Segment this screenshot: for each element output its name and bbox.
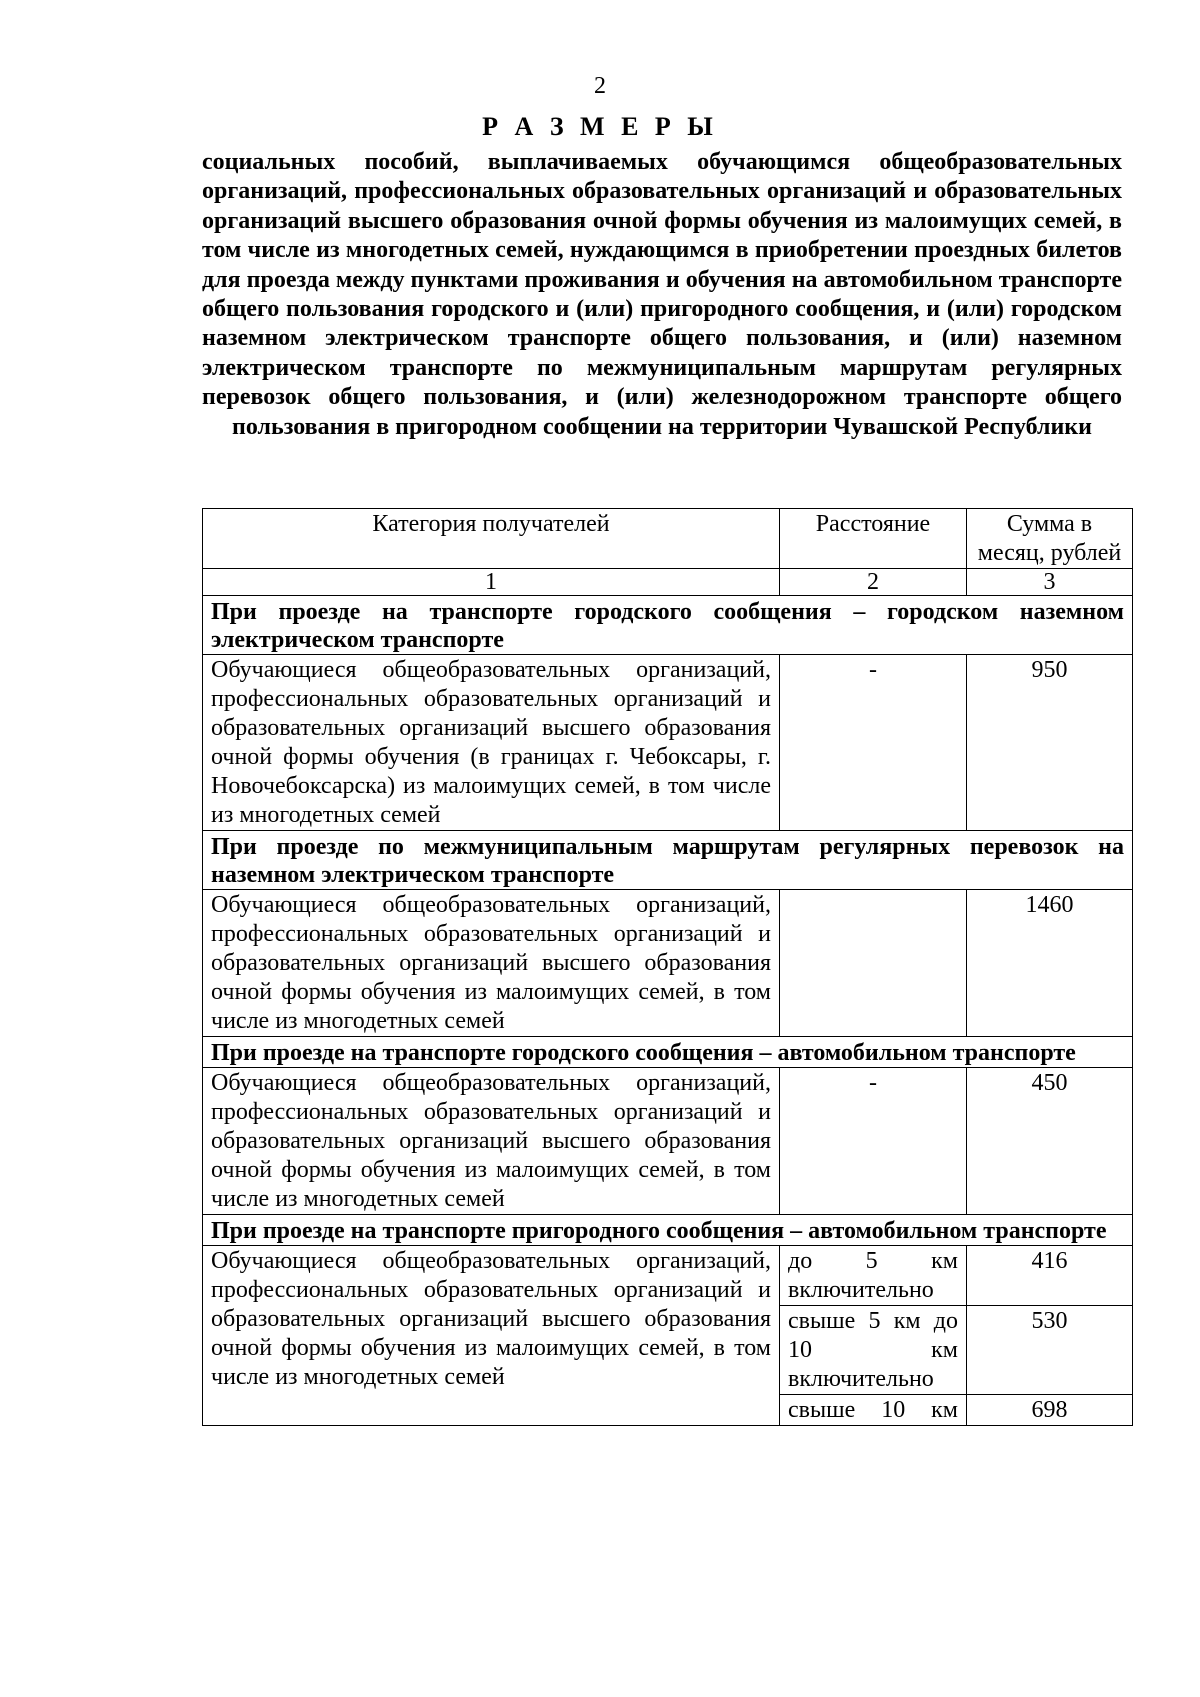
header-distance: Расстояние [780,509,967,569]
amount-value: 416 [967,1246,1133,1306]
recipient-category: Обучающиеся общеобразовательных организаций, профессиональных образовательных организаций и образовательных организаций высшего образования очной формы обучения из малоимущих семей, в том числе из многодетных семей [203,1246,780,1426]
document-subheading: социальных пособий, выплачиваемых обучающимся общеобразовательных организаций, профессиональных образовательных организаций и образовательных организаций высшего образования очной формы обучения из малоимущих семей, в том числе из многодетных семей, нуждающимся в приобретении проездных билетов для проезда между пунктами проживания и обучения на автомобильном транспорте общего пользования городского и (или) пригородного сообщения, и (или) городском наземном электрическом транспорте общего пользования, и (или) наземном электрическом транспорте по межмуниципальным маршрутам регулярных перевозок общего пользования, и (или) железнодорожном транспорте общего пользования в пригородном сообщении на территории Чувашской Республики [202,149,1122,440]
page-number: 2 [594,73,606,99]
section-title: При проезде по межмуниципальным маршрутам регулярных перевозок на наземном электрическом транспорте [203,831,1133,890]
column-number: 1 [203,569,780,596]
recipient-category: Обучающиеся общеобразовательных организаций, профессиональных образовательных организаций и образовательных организаций высшего образования очной формы обучения из малоимущих семей, в том числе из многодетных семей [203,890,780,1037]
table-header-row [203,509,1133,569]
amount-value: 450 [967,1068,1133,1215]
amount-value: 1460 [967,890,1133,1037]
header-amount: Сумма в месяц, рублей [967,509,1133,569]
recipient-category: Обучающиеся общеобразовательных организаций, профессиональных образовательных организаций и образовательных организаций высшего образования очной формы обучения из малоимущих семей, в том числе из многодетных семей [203,1068,780,1215]
header-category: Категория получателей [203,509,780,569]
section-title: При проезде на транспорте городского сообщения – городском наземном электрическом транспорте [203,596,1133,655]
amount-value: 530 [967,1306,1133,1395]
section-title-row [203,1215,1133,1246]
column-number: 3 [967,569,1133,596]
table-row [203,655,1133,831]
distance-value: до 5 км включительно [780,1246,967,1306]
table-row [203,1068,1133,1215]
amount-value: 698 [967,1395,1133,1426]
section-title-row [203,831,1133,890]
column-number: 2 [780,569,967,596]
column-number-row [203,569,1133,596]
table-row [203,1246,1133,1306]
recipient-category: Обучающиеся общеобразовательных организаций, профессиональных образовательных организаций и образовательных организаций высшего образования очной формы обучения (в границах г. Чебоксары, г. Новочебоксарска) из малоимущих семей, в том числе из многодетных семей [203,655,780,831]
table-row [203,890,1133,1037]
distance-value: свыше 5 км до 10 км включительно [780,1306,967,1395]
section-title: При проезде на транспорте пригородного сообщения – автомобильном транспорте [203,1215,1133,1246]
distance-value: - [780,1068,967,1215]
section-title-row [203,1037,1133,1068]
document-heading: Р А З М Е Р Ы [482,112,718,141]
distance-value [780,890,967,1037]
section-title: При проезде на транспорте городского сообщения – автомобильном транспорте [203,1037,1133,1068]
distance-value: свыше 10 км [780,1395,967,1426]
amount-value: 950 [967,655,1133,831]
section-title-row [203,596,1133,655]
benefits-table [202,508,1133,1426]
distance-value: - [780,655,967,831]
